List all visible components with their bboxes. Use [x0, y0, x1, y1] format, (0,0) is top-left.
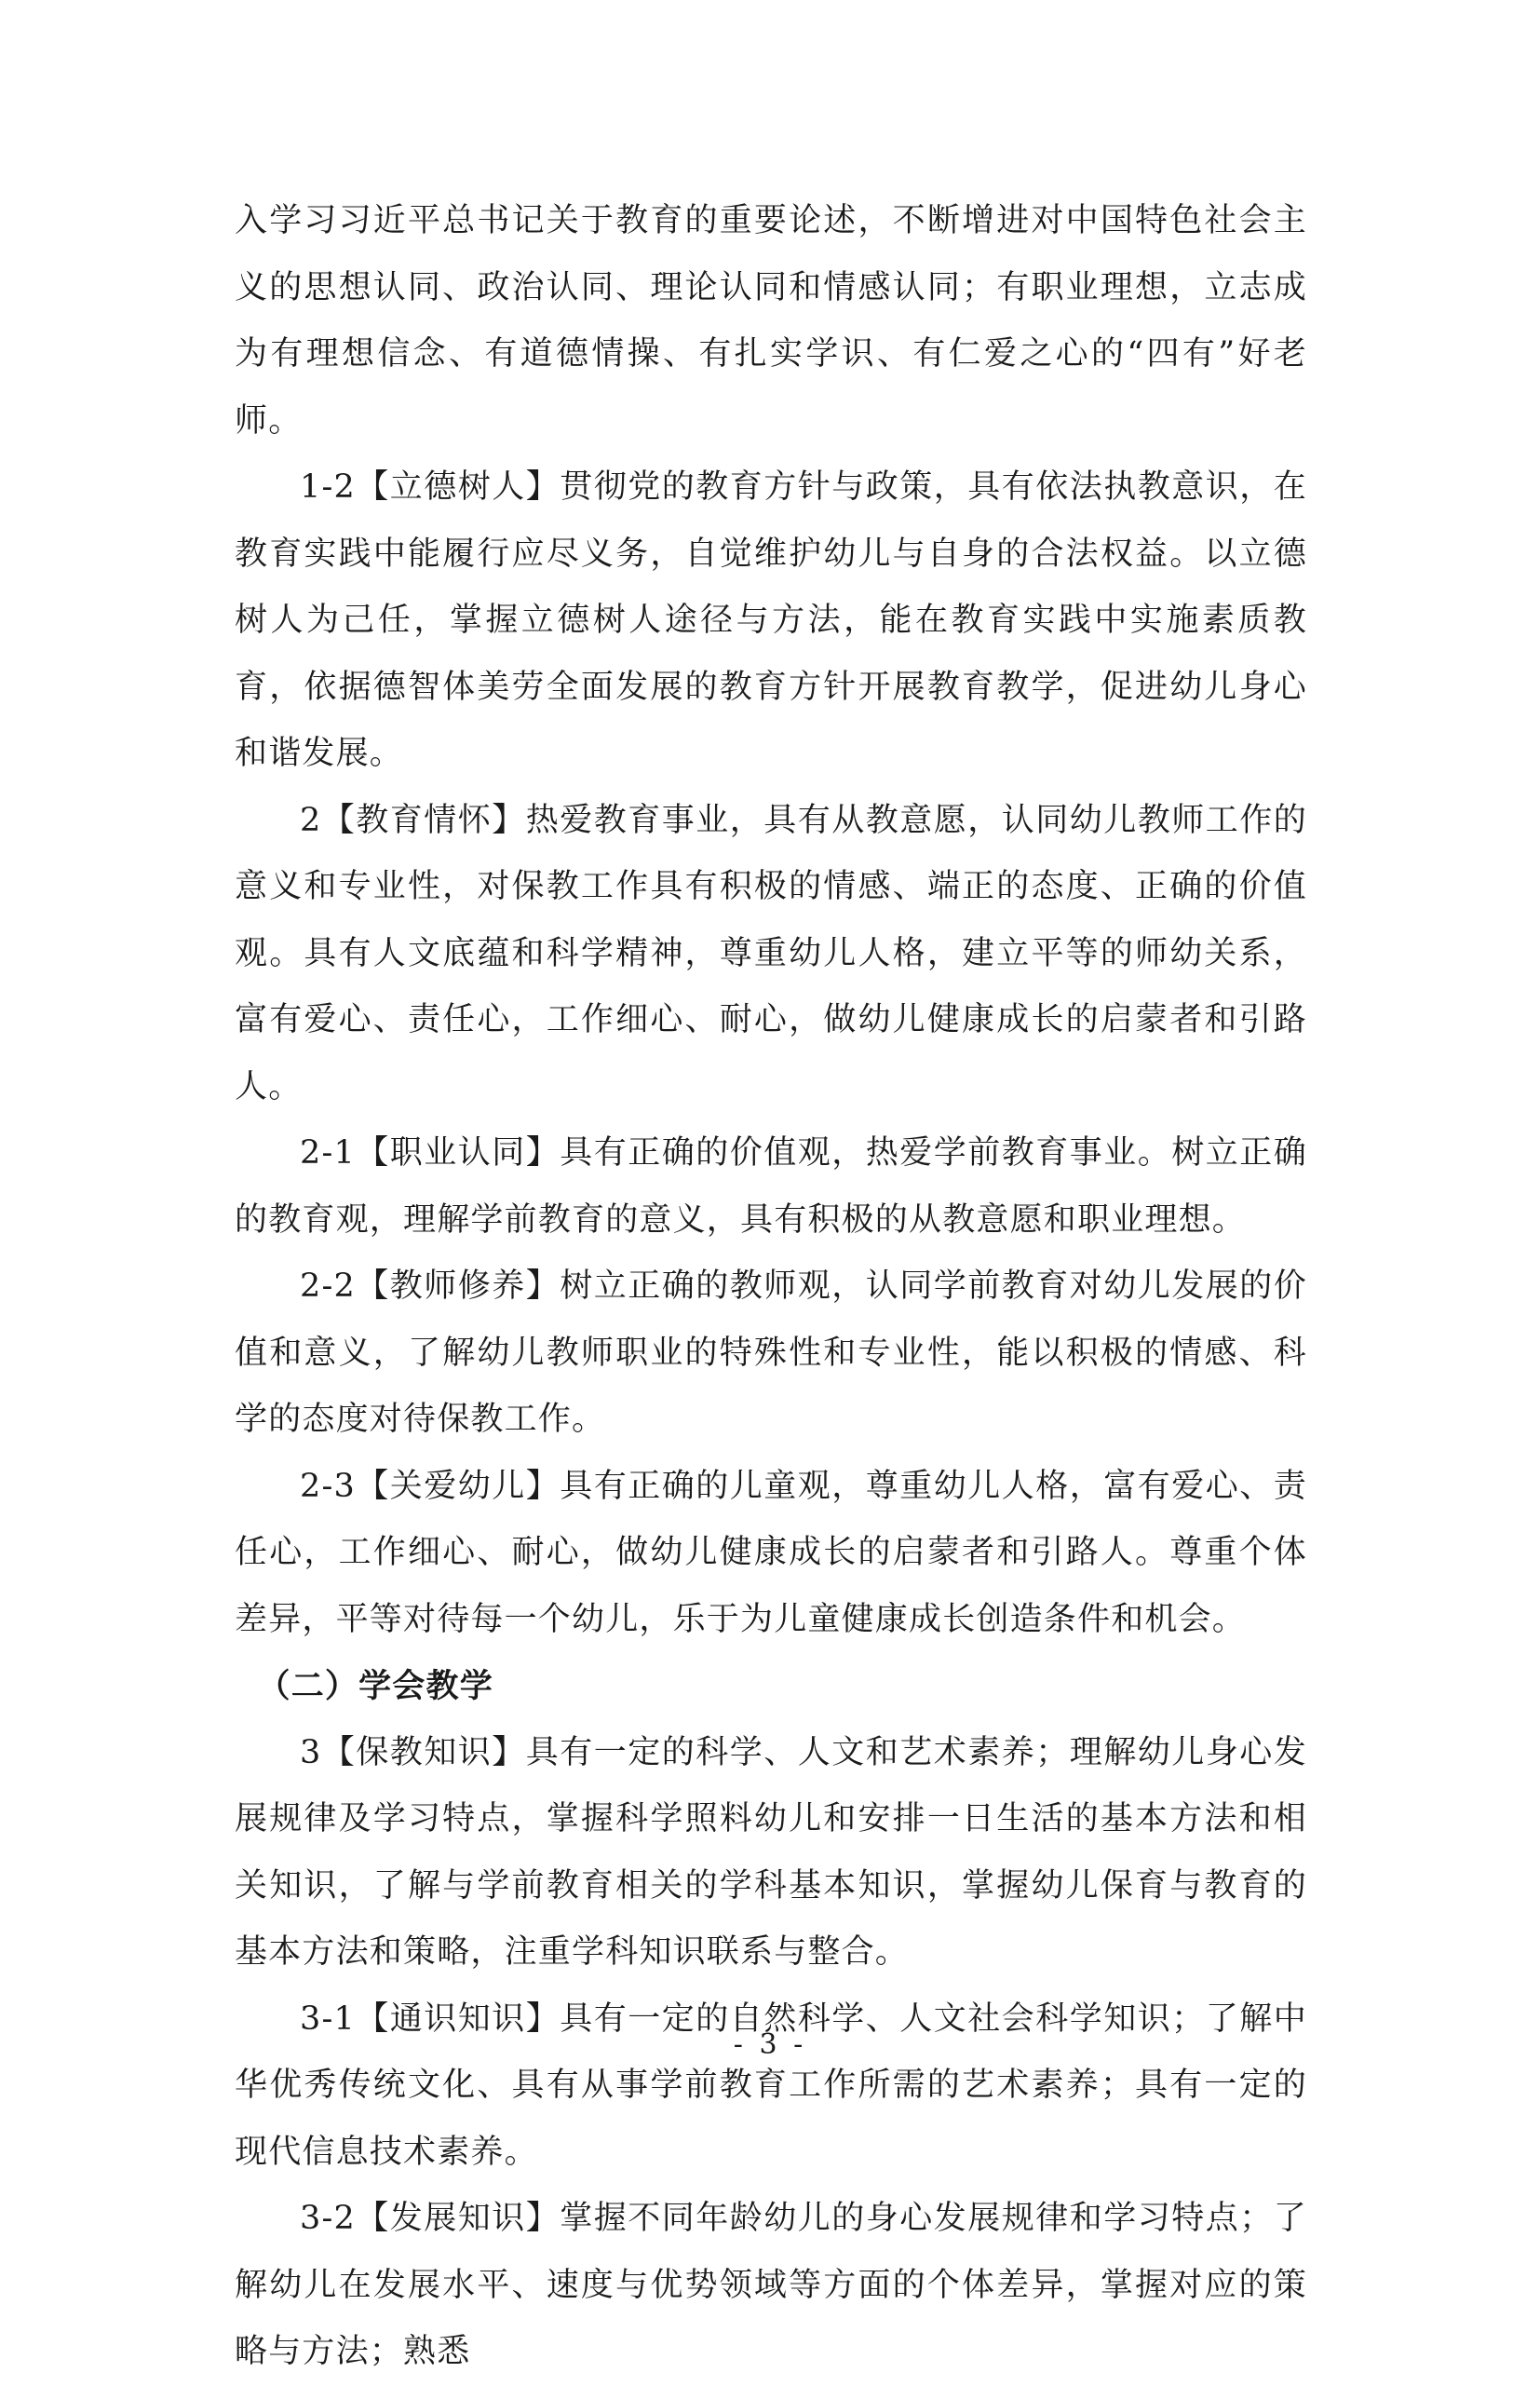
paragraph-continued: 入学习习近平总书记关于教育的重要论述，不断增进对中国特色社会主义的思想认同、政治认同、理论认同和情感认同；有职业理想，立志成为有理想信念、有道德情操、有扎实学识、有仁爱之心的“四有”好老师。 [235, 202, 1307, 440]
paragraph-3-education-knowledge: 3【保教知识】具有一定的科学、人文和艺术素养；理解幼儿身心发展规律及学习特点，掌握科学照料幼儿和安排一日生活的基本方法和相关知识，了解与学前教育相关的学科基本知识，掌握幼儿保育与教育的基本方法和策略，注重学科知识联系与整合。 [235, 1733, 1307, 1971]
paragraph-3-1-general-knowledge: 3-1【通识知识】具有一定的自然科学、人文社会科学知识；了解中华优秀传统文化、具有从事学前教育工作所需的艺术素养；具有一定的现代信息技术素养。 [235, 2000, 1307, 2171]
page-number: - 3 - [733, 2028, 807, 2061]
paragraph-3-2-development-knowledge: 3-2【发展知识】掌握不同年龄幼儿的身心发展规律和学习特点；了解幼儿在发展水平、速度与优势领域等方面的个体差异，掌握对应的策略与方法；熟悉 [235, 2200, 1307, 2370]
section-heading: （二）学会教学 [257, 1667, 493, 1705]
paragraph-2-1-career-identity: 2-1【职业认同】具有正确的价值观，热爱学前教育事业。树立正确的教育观，理解学前教育的意义，具有积极的从教意愿和职业理想。 [235, 1134, 1307, 1239]
paragraph-2-3-care-for-children: 2-3【关爱幼儿】具有正确的儿童观，尊重幼儿人格，富有爱心、责任心，工作细心、耐心，做幼儿健康成长的启蒙者和引路人。尊重个体差异，平等对待每一个幼儿，乐于为儿童健康成长创造条件和机会。 [235, 1467, 1307, 1638]
paragraph-2-2-teacher-cultivation: 2-2【教师修养】树立正确的教师观，认同学前教育对幼儿发展的价值和意义，了解幼儿教师职业的特殊性和专业性，能以积极的情感、科学的态度对待保教工作。 [235, 1268, 1307, 1438]
paragraph-2-education-passion: 2【教育情怀】热爱教育事业，具有从教意愿，认同幼儿教师工作的意义和专业性，对保教工作具有积极的情感、端正的态度、正确的价值观。具有人文底蕴和科学精神，尊重幼儿人格，建立平等的师幼关系，富有爱心、责任心，工作细心、耐心，做幼儿健康成长的启蒙者和引路人。 [235, 801, 1307, 1105]
paragraph-1-2-moral-education: 1-2【立德树人】贯彻党的教育方针与政策，具有依法执教意识，在教育实践中能履行应尽义务，自觉维护幼儿与自身的合法权益。以立德树人为己任，掌握立德树人途径与方法，能在教育实践中实施素质教育，依据德智体美劳全面发展的教育方针开展教育教学，促进幼儿身心和谐发展。 [235, 468, 1307, 772]
